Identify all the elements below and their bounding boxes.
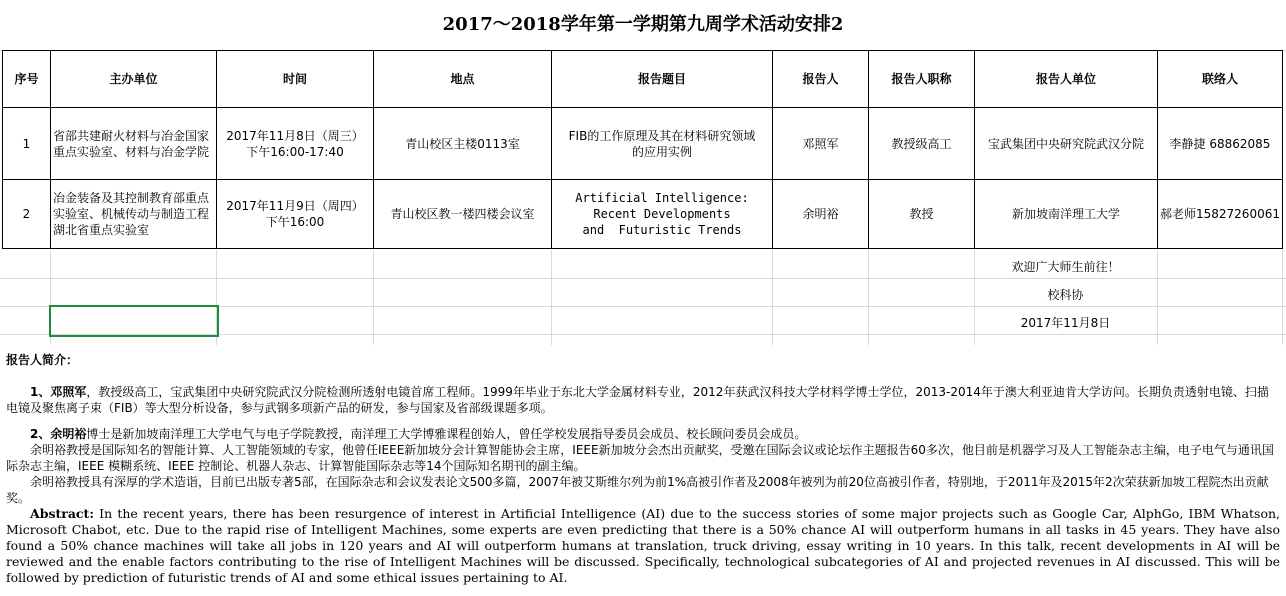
- speaker-title-cell[interactable]: 教授: [869, 180, 975, 249]
- time-cell[interactable]: [217, 108, 374, 180]
- abstract-text: In the recent years, there has been resurgence of interest in Artificial Intelligence (AI) due to the success stories of some major projects such as Google Car, AlphGo, IBM Whatson, Microsoft Chabot, etc. Due to the rapid rise of Intelligent Machines, some experts are even predicting that there is a 50% chance AI will outperform humans in all tasks in 45 years. They have also found a 50% chance machines will take all jobs in 120 years and AI will outperform humans at translation, truck driving, essay writing in 10 years. In this talk, recent developments in AI will be reviewed and the enable factors contributing to the rise of Intelligent Machines will be discussed. Specifically, technological subcategories of AI and projected revenues in AI discussed. This will be followed by prediction of futuristic trends of AI and some ethical issues pertaining to AI.: [6, 506, 1280, 585]
- bio-text: ，教授级高工，宝武集团中央研究院武汉分院检测所透射电镜首席工程师。1999年毕业于东北大学金属材料专业，2012年获武汉科技大学材料学博士学位，2013-2014年于澳大利亚迪肯大学访问。长期负责透射电镜、扫描电镜及聚焦离子束（FIB）等大型分析设备，参与武钢多项新产品的研发，参与国家及省部级课题多项。: [6, 385, 1269, 415]
- bio-paragraph: [6, 384, 1280, 416]
- topic-line: FIB的工作原理及其在材料研究领域: [568, 128, 756, 143]
- gridline: [1157, 250, 1158, 345]
- header-cell[interactable]: 报告人: [773, 51, 869, 108]
- header-cell[interactable]: 地点: [374, 51, 552, 108]
- row-number-cell[interactable]: 1: [3, 108, 51, 180]
- topic-line: and Futuristic Trends: [582, 223, 742, 237]
- topic-cell[interactable]: [552, 180, 773, 249]
- welcome-note[interactable]: 欢迎广大师生前往！: [1011, 260, 1120, 274]
- topic-line: Recent Developments: [593, 207, 731, 221]
- bio-paragraph: [6, 426, 1280, 442]
- speaker-org-cell[interactable]: 新加坡南洋理工大学: [975, 180, 1158, 249]
- host-cell[interactable]: 省部共建耐火材料与冶金国家重点实验室、材料与冶金学院: [51, 108, 217, 180]
- bio-paragraph: 余明裕教授是国际知名的智能计算、人工智能领域的专家，他曾任IEEE新加坡分会计算智能协会主席，IEEE新加坡分会杰出贡献奖，受邀在国际会议或论坛作主题报告60多次，他目前是机器学习及人工智能杂志主编，电子电气与通讯国际杂志主编，IEEE 模糊系统、IEEE 控制论、机器人杂志、计算智能国际杂志等14个国际知名期刊的副主编。: [6, 443, 1274, 473]
- selected-cell[interactable]: [49, 305, 219, 337]
- speaker-cell[interactable]: 余明裕: [773, 180, 869, 249]
- time-date: 2017年11月9日（周四）: [226, 199, 364, 213]
- time-date: 2017年11月8日（周三）: [226, 128, 364, 143]
- speaker-title-cell[interactable]: 教授级高工: [869, 108, 975, 180]
- abstract-label: Abstract:: [30, 506, 94, 521]
- gridline: [373, 250, 374, 345]
- header-cell[interactable]: 序号: [3, 51, 51, 108]
- bio-name: 1、邓照军: [30, 385, 87, 399]
- bio-name: 2、余明裕: [30, 427, 87, 441]
- gridline: [1282, 250, 1283, 345]
- date-note[interactable]: 2017年11月8日: [1020, 316, 1111, 330]
- intro-heading: 报告人简介：: [6, 353, 79, 367]
- row-number-cell[interactable]: 2: [3, 180, 51, 249]
- time-hours: 下午16:00: [265, 215, 325, 229]
- schedule-table: [2, 50, 1283, 249]
- topic-cell[interactable]: [552, 108, 773, 180]
- table-header-row: [3, 51, 1283, 108]
- page-title: 2017～2018学年第一学期第九周学术活动安排2: [442, 14, 844, 35]
- header-cell[interactable]: 时间: [217, 51, 374, 108]
- time-hours: 下午16:00-17:40: [246, 144, 344, 159]
- gridline: [0, 278, 1286, 279]
- contact-cell[interactable]: 李静捷 68862085: [1158, 108, 1283, 180]
- bio-paragraph: 余明裕教授具有深厚的学术造诣，目前已出版专著5部，在国际杂志和会议发表论文500多篇，2007年被艾斯维尔列为前1%高被引作者及2008年被列为前20位高被引作者，特别地，于2011年及2015年2次荣获新加坡工程院杰出贡献奖。: [6, 475, 1269, 505]
- header-cell[interactable]: 报告题目: [552, 51, 773, 108]
- speaker-cell[interactable]: 邓照军: [773, 108, 869, 180]
- place-cell[interactable]: 青山校区主楼0113室: [374, 108, 552, 180]
- place-cell[interactable]: 青山校区教一楼四楼会议室: [374, 180, 552, 249]
- topic-line: Artificial Intelligence:: [575, 191, 749, 205]
- abstract-paragraph: [6, 506, 1280, 586]
- bio-text: 博士是新加坡南洋理工大学电气与电子学院教授，南洋理工大学博雅课程创始人，曾任学校发展指导委员会成员、校长顾问委员会成员。: [86, 427, 807, 441]
- gridline: [868, 250, 869, 345]
- header-cell[interactable]: 报告人职称: [869, 51, 975, 108]
- table-row: [3, 180, 1283, 249]
- topic-line: 的应用实例: [631, 144, 692, 159]
- gridline: [551, 250, 552, 345]
- speaker-org-cell[interactable]: 宝武集团中央研究院武汉分院: [975, 108, 1158, 180]
- header-cell[interactable]: 报告人单位: [975, 51, 1158, 108]
- contact-cell[interactable]: 郝老师15827260061: [1158, 180, 1283, 249]
- table-row: [3, 108, 1283, 180]
- gridline: [772, 250, 773, 345]
- header-cell[interactable]: 主办单位: [51, 51, 217, 108]
- host-cell[interactable]: 冶金装备及其控制教育部重点实验室、机械传动与制造工程湖北省重点实验室: [51, 180, 217, 249]
- time-cell[interactable]: [217, 180, 374, 249]
- signature-note[interactable]: 校科协: [1047, 288, 1084, 302]
- header-cell[interactable]: 联络人: [1158, 51, 1283, 108]
